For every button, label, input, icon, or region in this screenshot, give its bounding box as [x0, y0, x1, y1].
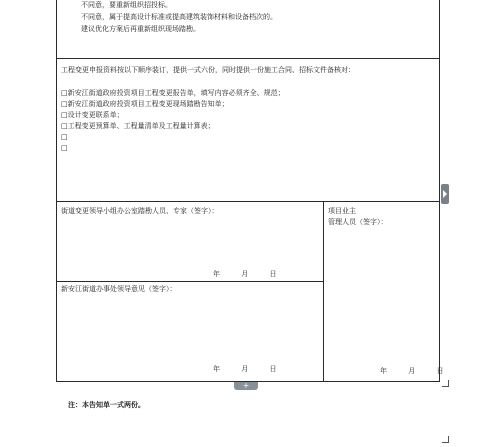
- date-year: 年: [213, 270, 220, 278]
- project-owner-signature-cell: [324, 202, 444, 382]
- date-month: 月: [408, 367, 416, 375]
- submission-item: □新安江街道政府投资项目工程变更现场踏勘告知单；: [61, 100, 229, 108]
- submission-item: □: [61, 144, 68, 152]
- submission-item: □工程变更预算单、工程量清单及工程量计算表；: [61, 122, 215, 130]
- date-year: 年: [213, 365, 220, 373]
- submission-intro: 工程变更申报资料按以下顺序装订，提供一式六份，同时提供一份施工合同、招标文件备核对：: [61, 66, 355, 74]
- approval-note: 不同意，要重新组织招投标。: [81, 1, 172, 9]
- approval-options-cell: [57, 0, 439, 59]
- office-opinion-date: [213, 364, 276, 374]
- project-owner-label: 项目业主: [328, 207, 356, 215]
- date-day: 日: [269, 270, 277, 278]
- submission-item: □设计变更联系单；: [61, 111, 124, 119]
- submission-item: □新安江街道政府投资项目工程变更报告单，填写内容必须齐全、规范；: [61, 89, 285, 97]
- right-arrow-icon[interactable]: [441, 184, 449, 204]
- date-day: 日: [436, 367, 444, 375]
- project-owner-date: [380, 366, 443, 376]
- footnote: 注：本告知单一式两份。: [68, 400, 145, 409]
- approval-note: 建议优化方案后再重新组织现场踏勘。: [81, 25, 200, 33]
- group-office-date: [213, 269, 276, 279]
- group-office-label: 街道变更领导小组办公室踏勘人员、专家（签字）：: [61, 207, 219, 215]
- date-year: 年: [380, 367, 387, 375]
- date-month: 月: [241, 270, 249, 278]
- change-form-table: [56, 0, 444, 382]
- submission-materials-cell: [57, 59, 439, 202]
- plus-icon[interactable]: +: [234, 382, 258, 390]
- page-corner-mark: [442, 436, 449, 443]
- submission-item: □: [61, 133, 68, 141]
- project-owner-staff-label: 管理人员（签字）：: [328, 218, 388, 226]
- date-day: 日: [269, 365, 277, 373]
- table-resize-handle[interactable]: [442, 380, 449, 387]
- row-divider: [57, 281, 323, 282]
- date-month: 月: [241, 365, 249, 373]
- approval-note: 不同意，属于提高设计标准或提高建筑装饰材料和设备档次的。: [81, 13, 277, 21]
- office-opinion-label: 新安江街道办事处领导意见（签字）：: [61, 285, 177, 293]
